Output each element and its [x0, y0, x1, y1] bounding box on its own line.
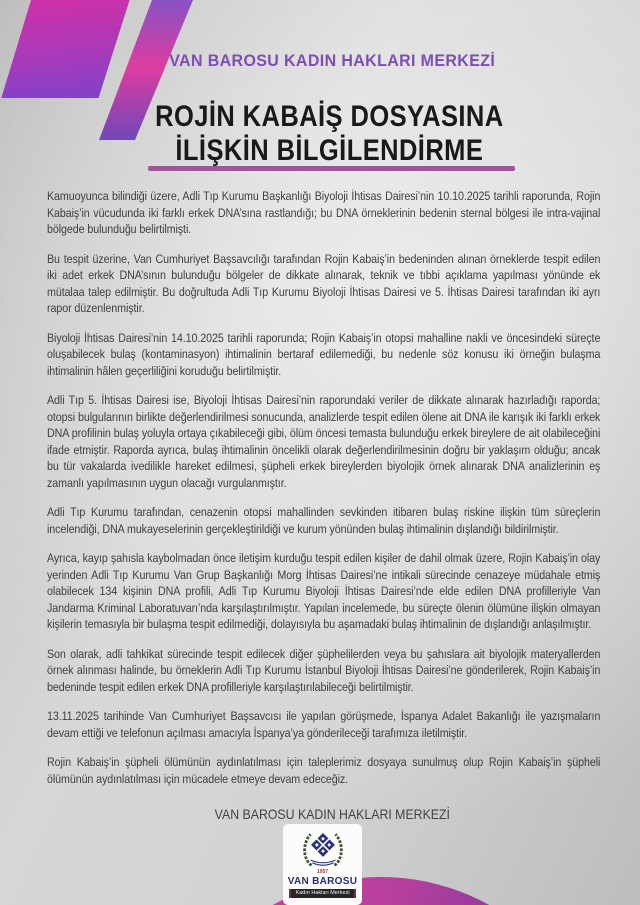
paragraph: Biyoloji İhtisas Dairesi’nin 14.10.2025 tarihli raporunda; Rojin Kabaiş’in otopsi mahalline nakli ve öncesindeki süreçte oluşabilecek bulaş (kontaminasyon) ihtimalinin bertaraf edilemediği, bu nedenle söz konusu iki örneğin bulaşma ihtimalinin hâlen geçerliliğini koruduğu belirtilmiştir. — [47, 330, 601, 378]
paragraph: 13.11.2025 tarihinde Van Cumhuriyet Başsavcısı ile yapılan görüşmede, İspanya Adalet Bakanlığı ile yazışmaların devam ettiği ve telefonun açılması amacıyla İspanya’ya gönderileceği tarafımıza iletilmiştir. — [47, 709, 601, 740]
paragraph: Ayrıca, kayıp şahısla kaybolmadan önce iletişim kurduğu tespit edilen kişiler de dahil olmak üzere, Rojin Kabaiş’in olay yerinden Adli Tıp Kurumu Van Grup Başkanlığı Morg İhtisas Dairesi’ne intikali sürecinde cenazeye müdahale etmiş olabilecek 134 kişinin DNA profili, Adli Tıp Kurumu Biyoloji İhtisas Dairesi’nde elde edilen DNA profilleriyle Van Jandarma Kriminal Laboratuvarı’nda karşılaştırılmıştır. Yapılan incelemede, bu süreçte ölenin ölümüne ilişkin olmayan kişilerin temasıyla bir bulaşma tespit edilmediği, dolayısıyla bu aşamadaki bulaş ihtimalinin de dışlandığı anlaşılmıştır. — [47, 551, 601, 631]
logo-year: 1957 — [316, 869, 329, 875]
paragraph: Bu tespit üzerine, Van Cumhuriyet Başsavcılığı tarafından Rojin Kabaiş’in bedeninden alınan örneklerde tespit edilen iki adet erkek DNA’sının bulunduğu bölgeler de dikkate alınarak, teknik ve tıbbi açıklama yapılması yönünde ek mütalaa talep edilmiştir. Bu doğrultuda Adli Tıp Kurumu Biyoloji İhtisas Dairesi ve 5. İhtisas Dairesi tarafından iki ayrı rapor düzenlenmiştir. — [47, 251, 601, 315]
announcement-body — [47, 188, 600, 800]
decorative-bottom-ellipse — [150, 877, 612, 905]
paragraph: Son olarak, adli tahkikat sürecinde tespit edilecek diğer şüphelilerden veya bu şahıslara ait biyolojik materyallerden örnek alınması halinde, bu örneklerin Adli Tıp Kurumu İstanbul Biyoloji İhtisas Dairesi’ne gönderilerek, Rojin Kabaiş’in bedeninde tespit edilen erkek DNA profilleriyle karşılaştırılabileceği belirtilmiştir. — [47, 646, 601, 694]
van-barosu-logo-card — [283, 824, 362, 905]
title-underline — [148, 166, 515, 171]
paragraph: Adli Tıp 5. İhtisas Dairesi ise, Biyoloji İhtisas Dairesi’nin raporundaki veriler de dikkate alınarak hazırladığı raporda; otopsi bulgularının birlikte değerlendirilmesi sonucunda, analizlerde tespit edilen ölene ait DNA ile karışık iki farklı erkek DNA profilinin bulaş yoluyla ortaya çıkabileceği gibi, ölüm öncesi temasta bulunduğu erkek bireylere de ait olabileceğini ifade etmiştir. Raporda ayrıca, bulaş ihtimalinin öncelikli olarak değerlendirilmesinin doğru bir yaklaşım olduğu; ancak bu tür vakalarda ivedilikle hareket edilmesi, şüpheli erkek bireylerden biyolojik örnek alınarak DNA analizlerinin eş zamanlı yapılmasının uygun olacağı vurgulanmıştır. — [47, 393, 601, 490]
organization-heading: VAN BAROSU KADIN HAKLARI MERKEZİ — [169, 51, 496, 70]
page-title-line2: İLİŞKİN BİLGİLENDİRME — [175, 133, 484, 167]
logo-badge: Kadın Hakları Merkezi — [289, 889, 355, 898]
page-title — [48, 100, 592, 167]
paragraph: Adli Tıp Kurumu tarafından, cenazenin otopsi mahallinden sevkinden itibaren bulaş riskine ilişkin tüm süreçlerin incelendiği, DNA mukayeselerinin gerçekleştirildiği ve kurum yönünden bulaş ihtimalinin dışlandığı bildirilmiştir. — [47, 505, 601, 536]
signature-line: VAN BAROSU KADIN HAKLARI MERKEZİ — [214, 806, 450, 822]
logo-name: VAN BAROSU — [287, 876, 358, 887]
decorative-parallelogram — [0, 0, 135, 98]
paragraph: Kamuoyunca bilindiği üzere, Adli Tıp Kurumu Başkanlığı Biyoloji İhtisas Dairesi’nin 10.10.2025 tarihli raporunda, Rojin Kabaiş’in vücudunda iki farklı erkek DNA’sına rastlandığı; bu DNA örneklerinin bedenin sternal bölgesi ile intra-vajinal bölgede bulunduğu belirtilmişti. — [47, 189, 601, 236]
page-title-line1: ROJİN KABAİŞ DOSYASINA — [155, 100, 504, 133]
paragraph: Rojin Kabaiş’in şüpheli ölümünün aydınlatılması için taleplerimiz dosyaya sunulmuş olup Rojin Kabaiş’in şüpheli ölümünün aydınlatılması için mücadele etmeye devam edeceğiz. — [47, 755, 601, 786]
laurel-wreath-emblem-icon — [296, 828, 350, 869]
